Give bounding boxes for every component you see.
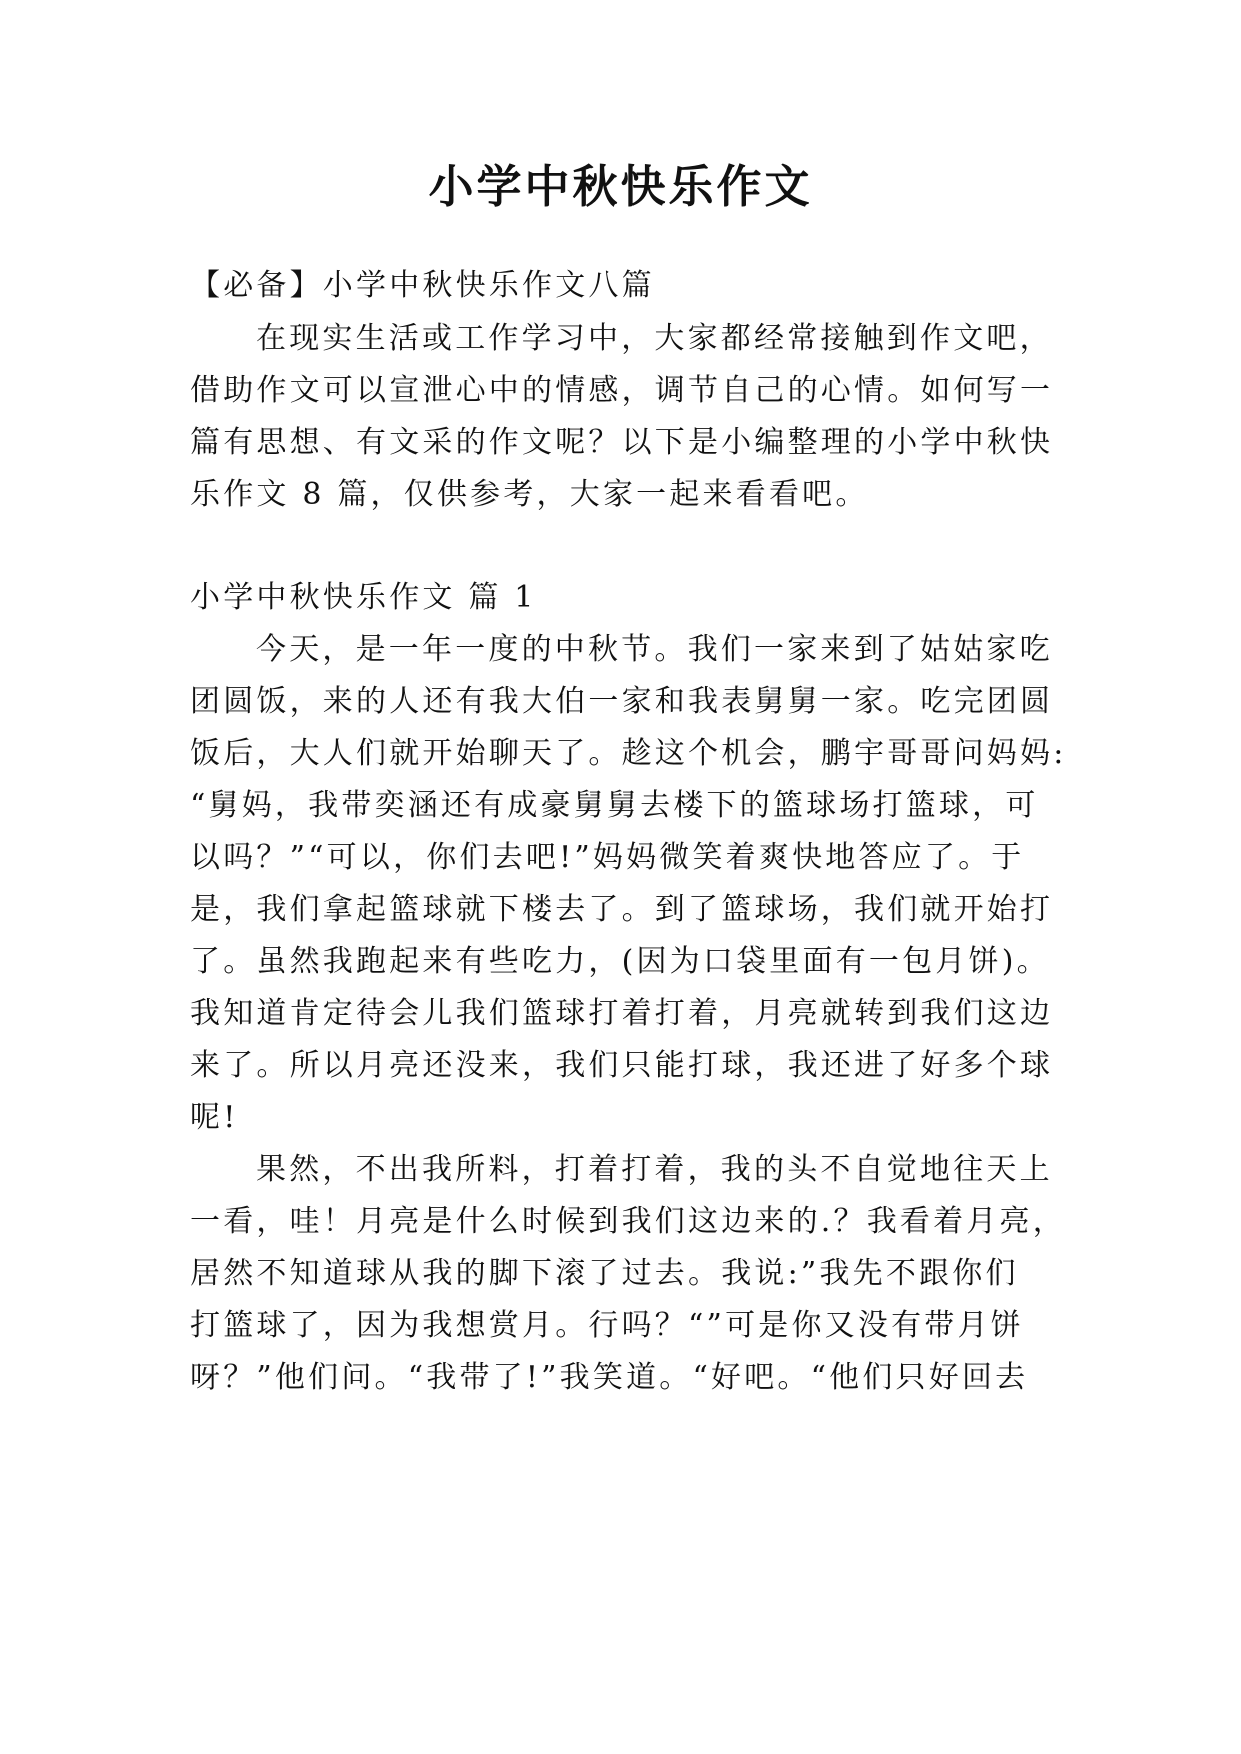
paragraph-line: 我知道肯定待会儿我们篮球打着打着，月亮就转到我们这边 xyxy=(190,996,1054,1031)
paragraph-line: 呢! xyxy=(190,1100,239,1135)
paragraph-line: 以吗？”“可以，你们去吧!”妈妈微笑着爽快地答应了。于 xyxy=(190,840,1025,875)
paragraph-line: 了。虽然我跑起来有些吃力，(因为口袋里面有一包月饼)。 xyxy=(190,944,1050,979)
document-title: 小学中秋快乐作文 xyxy=(428,160,813,213)
intro-line: 在现实生活或工作学习中，大家都经常接触到作文吧， xyxy=(256,321,1053,356)
paragraph-line: 是，我们拿起篮球就下楼去了。到了篮球场，我们就开始打 xyxy=(190,892,1054,927)
paragraph-line: 呀？”他们问。“我带了!”我笑道。“好吧。“他们只好回去 xyxy=(190,1360,1029,1395)
paragraph-line: 居然不知道球从我的脚下滚了过去。我说:”我先不跟你们 xyxy=(190,1256,1019,1291)
paragraph-line: “舅妈，我带奕涵还有成豪舅舅去楼下的篮球场打篮球，可 xyxy=(190,788,1039,823)
paragraph-line: 打篮球了，因为我想赏月。行吗？“”可是你又没有带月饼 xyxy=(190,1308,1024,1343)
paragraph-line: 一看，哇！月亮是什么时候到我们这边来的.？我看着月亮， xyxy=(190,1204,1066,1239)
intro-line: 篇有思想、有文采的作文呢？以下是小编整理的小学中秋快 xyxy=(190,425,1054,460)
document-subtitle: 【必备】小学中秋快乐作文八篇 xyxy=(190,268,655,303)
paragraph-line: 团圆饭，来的人还有我大伯一家和我表舅舅一家。吃完团圆 xyxy=(190,684,1054,719)
paragraph-line: 饭后，大人们就开始聊天了。趁这个机会，鹏宇哥哥问妈妈: xyxy=(190,736,1067,771)
section-heading: 小学中秋快乐作文 篇 1 xyxy=(190,580,537,615)
paragraph-line: 果然，不出我所料，打着打着，我的头不自觉地往天上 xyxy=(256,1152,1053,1187)
intro-line: 乐作文 8 篇，仅供参考，大家一起来看看吧。 xyxy=(190,477,869,512)
intro-line: 借助作文可以宣泄心中的情感，调节自己的心情。如何写一 xyxy=(190,373,1054,408)
paragraph-line: 今天，是一年一度的中秋节。我们一家来到了姑姑家吃 xyxy=(256,632,1053,667)
paragraph-line: 来了。所以月亮还没来，我们只能打球，我还进了好多个球 xyxy=(190,1048,1054,1083)
